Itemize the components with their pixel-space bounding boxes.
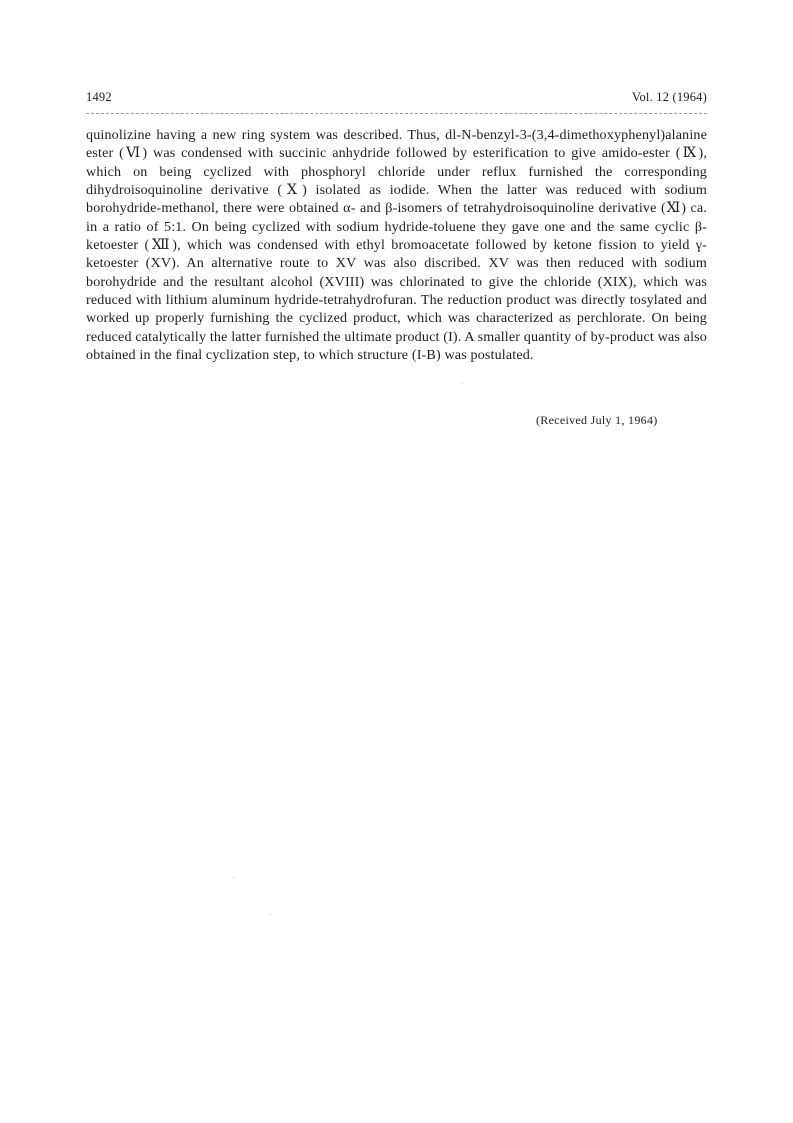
- abstract-paragraph: quinolizine having a new ring system was described. Thus, dl-N-benzyl-3-(3,4-dimethoxyphenyl)alanine ester (Ⅵ) was condensed with succinic anhydride followed by esterification to give amido-ester (Ⅸ), which on being cyclized with phosphoryl chloride under reflux furnished the corresponding dihydroisoquinoline derivative (Ⅹ) isolated as iodide. When the latter was reduced with sodium borohydride-methanol, there were obtained α- and β-isomers of tetrahydroisoquinoline derivative (Ⅺ) ca. in a ratio of 5:1. On being cyclized with sodium hydride-toluene they gave one and the same cyclic β-ketoester (Ⅻ), which was condensed with ethyl bromoacetate followed by ketone fission to yield γ-ketoester (XV). An alternative route to XV was also discribed. XV was then reduced with sodium borohydride and the resultant alcohol (XVIII) was chlorinated to give the chloride (XIX), which was reduced with lithium aluminum hydride-tetrahydrofuran. The reduction product was directly tosylated and worked up properly furnishing the cyclized product, which was characterized as perchlorate. On being reduced catalytically the latter furnished the ultimate product (I). A smaller quantity of by-product was also obtained in the final cyclization step, to which structure (I-B) was postulated.: [86, 127, 707, 364]
- scan-speck: [270, 914, 271, 915]
- page-number: 1492: [86, 90, 112, 104]
- received-date: (Received July 1, 1964): [536, 413, 658, 427]
- scan-speck: [233, 877, 234, 878]
- scan-speck: [462, 383, 463, 384]
- volume-label: Vol. 12 (1964): [631, 90, 707, 104]
- header-rule: [86, 113, 707, 114]
- running-head: [86, 90, 707, 108]
